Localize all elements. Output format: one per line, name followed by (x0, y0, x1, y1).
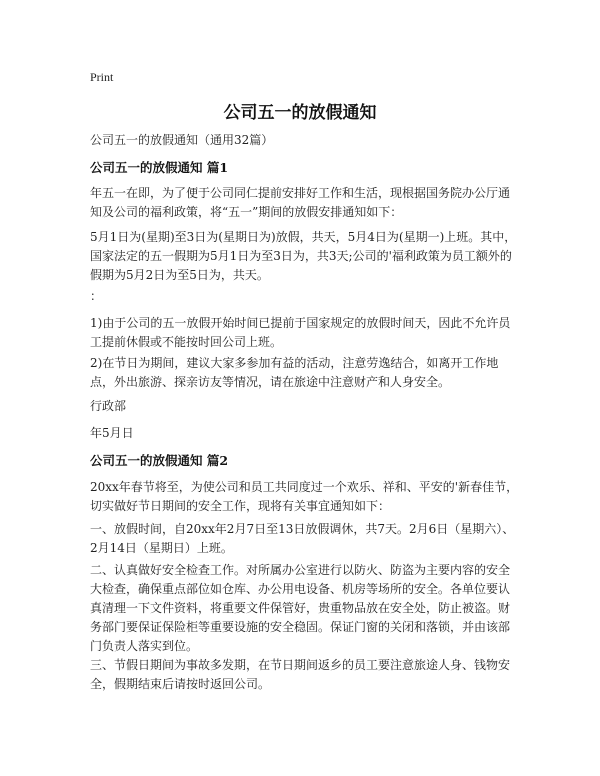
section2-paragraph-4: 三、节假日期间为事故多发期，在节日期间返乡的员工要注意旅途人身、钱物安全，假期结束后请按时返回公司。 (90, 658, 511, 691)
section1-paragraph-1: 年五一在即，为了便于公司同仁提前安排好工作和生活，现根据国务院办公厅通知及公司的福利政策，将“五一”期间的放假安排通知如下： (90, 186, 511, 219)
section2-paragraph-3: 二、认真做好安全检查工作。对所属办公室进行以防火、防盗为主要内容的安全大检查，确保重点部位如仓库、办公用电设备、机房等场所的安全。各单位要认真清理一下文件资料，将重要文件保管好，贵重物品放在安全处，防止被盗。财务部门要保证保险柜等重要设施的安全稳固。保证门窗的关闭和落锁，并由该部门负责人落实到位。 (90, 563, 511, 653)
section2-heading: 公司五一的放假通知 篇2 (90, 453, 229, 468)
document-subtitle: 公司五一的放假通知（通用32篇） (90, 133, 274, 147)
section1-paragraph-3: ： (90, 289, 103, 303)
section1-heading: 公司五一的放假通知 篇1 (90, 160, 229, 175)
section1-paragraph-5: 2)在节日为期间，建议大家多参加有益的活动，注意劳逸结合，如离开工作地点，外出旅游、探亲访友等情况，请在旅途中注意财产和人身安全。 (90, 356, 499, 389)
section2-paragraph-2: 一、放假时间，自20xx年2月7日至13日放假调休，共7天。2月6日（星期六）、2月14日（星期日）上班。 (90, 522, 515, 555)
section1-paragraph-4: 1)由于公司的五一放假开始时间已提前于国家规定的放假时间天，因此不允许员工提前休假或不能按时回公司上班。 (90, 316, 511, 349)
page-title: 公司五一的放假通知 (223, 103, 377, 123)
section1-signature: 行政部 (90, 399, 127, 413)
section2-paragraph-1: 20xx年春节将至，为使公司和员工共同度过一个欢乐、祥和、平安的'新春佳节，切实做好节日期间的安全工作，现将有关事宜通知如下： (90, 480, 519, 513)
section1-date: 年5月日 (90, 426, 134, 440)
print-label[interactable]: Print (90, 70, 114, 84)
section1-paragraph-2: 5月1日为(星期)至3日为(星期日为)放假，共天，5月4日为(星期一)上班。其中，国家法定的五一假期为5月1日为至3日为，共3天;公司的'福利政策为员工额外的假期为5月2日为至5日为，共天。 (90, 230, 517, 282)
